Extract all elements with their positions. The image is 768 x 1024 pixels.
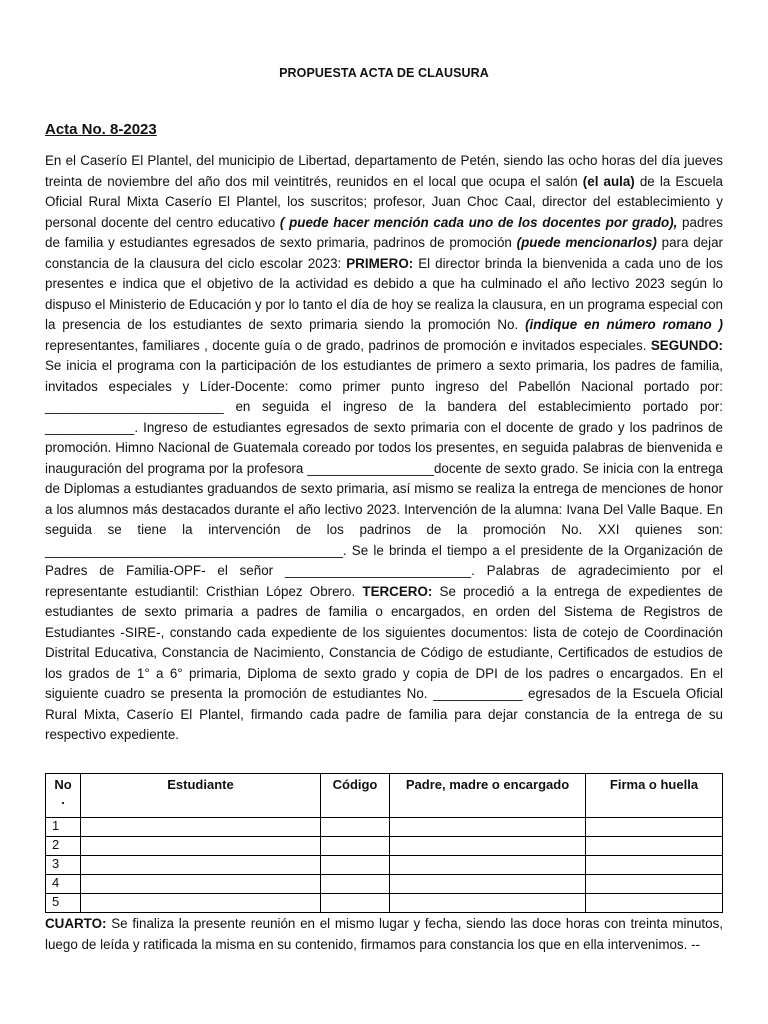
table-row — [46, 837, 723, 856]
cell-codigo — [321, 875, 390, 894]
cell-estudiante — [81, 894, 321, 913]
header-no: No . — [46, 774, 81, 818]
body-text-6: representantes, familiares , docente guía o de grado, padrinos de promoción e invitados especiales. — [45, 337, 651, 353]
cell-firma — [586, 856, 723, 875]
body-text-3: padres de familia y estudiantes egresados de sexto primaria, padrinos de promoción — [45, 214, 724, 250]
header-padre: Padre, madre o encargado — [390, 774, 586, 818]
header-firma: Firma o huella — [586, 774, 723, 818]
cell-estudiante — [81, 856, 321, 875]
cell-estudiante — [81, 837, 321, 856]
acta-body — [45, 151, 723, 746]
cell-codigo — [321, 894, 390, 913]
row-number: 3 — [46, 856, 81, 875]
section-cuarto: CUARTO: — [45, 916, 107, 931]
cell-padre — [390, 875, 586, 894]
student-table — [45, 773, 723, 913]
table-row — [46, 875, 723, 894]
cell-codigo — [321, 856, 390, 875]
table-header-row — [46, 774, 723, 818]
cell-padre — [390, 856, 586, 875]
cell-firma — [586, 894, 723, 913]
header-estudiante: Estudiante — [81, 774, 321, 818]
body-note-romano: (indique en número romano ) — [525, 317, 723, 332]
section-primero: PRIMERO: — [346, 255, 414, 271]
acta-number: Acta No. 8-2023 — [45, 121, 157, 138]
cell-firma — [586, 818, 723, 837]
cell-estudiante — [81, 818, 321, 837]
cell-padre — [390, 894, 586, 913]
cell-firma — [586, 875, 723, 894]
closing-section — [45, 914, 723, 955]
closing-text: Se finaliza la presente reunión en el mismo lugar y fecha, siendo las doce horas con treinta minutos, luego de leída y ratificada la misma en su contenido, firmamos para constancia los que en ella intervenimos. -- — [45, 916, 723, 952]
body-text-7: Se inicia el programa con la participación de los estudiantes de primero a sexto primaria, los padres de familia, invitados especiales y Líder-Docente: como primer punto ingreso del Pabellón Nacional portado por: ________________________ en seguida el ingreso de la bandera del establecimiento portado por: ____________. Ingreso de estudiantes egresados de sexto primaria con el docente de grado y los padrinos de promoción. Himno Nacional de Guatemala coreado por todos los presentes, en seguida palabras de bienvenida e inauguración del programa por la profesora _________________docente de sexto grado. Se inicia con la entrega de Diplomas a estudiantes graduandos de sexto primaria, así mismo se realiza la entrega de menciones de honor a los alumnos más destacados durante el año lectivo 2023. Intervención de la alumna: Ivana Del Valle Baque. En seguida se tiene la intervención de los padrinos de la promoción No. XXI quienes son: ________________________________________. Se le brinda el tiempo a el presidente de la Organización de Padres de Familia-OPF- el señor _________________________. Palabras de agradecimiento por el representante estudiantil: Cristhian López Obrero. — [45, 358, 723, 599]
document-title: PROPUESTA ACTA DE CLAUSURA — [279, 66, 489, 80]
closing-paragraph — [45, 914, 723, 955]
body-text-4: para dejar constancia de la clausura del ciclo escolar 2023: — [45, 235, 723, 271]
row-number: 1 — [46, 818, 81, 837]
section-tercero: TERCERO: — [362, 583, 433, 599]
table-row — [46, 818, 723, 837]
body-text-8: Se procedió a la entrega de expedientes de estudiantes de sexto primaria a padres de familia o encargados, en orden del Sistema de Registros de Estudiantes -SIRE-, constando cada expediente de los siguientes documentos: lista de cotejo de Coordinación Distrital Educativa, Constancia de Nacimiento, Constancia de Código de estudiante, Certificados de estudios de los grados de 1° a 6° primaria, Diploma de sexto grado y copia de DPI de los padres o encargados. En el siguiente cuadro se presenta la promoción de estudiantes No. ____________ egresados de la Escuela Oficial Rural Mixta, Caserío El Plantel, firmando cada padre de familia para dejar constancia de la entrega de su respectivo expediente. — [45, 583, 723, 742]
body-text-1: En el Caserío El Plantel, del municipio de Libertad, departamento de Petén, siendo las ocho horas del día jueves treinta de noviembre del año dos mil veintitrés, reunidos en el local que ocupa el salón — [45, 153, 723, 189]
body-text-2: de la Escuela Oficial Rural Mixta Caserío El Plantel, los suscritos; profesor, Juan Choc Caal, director del establecimiento y personal docente del centro educativo — [45, 173, 723, 230]
row-number: 5 — [46, 894, 81, 913]
cell-firma — [586, 837, 723, 856]
table-row — [46, 894, 723, 913]
header-codigo: Código — [321, 774, 390, 818]
row-number: 2 — [46, 837, 81, 856]
cell-padre — [390, 837, 586, 856]
row-number: 4 — [46, 875, 81, 894]
acta-paragraph — [45, 151, 723, 746]
body-note-padrinos: (puede mencionarlos) — [516, 235, 657, 250]
section-segundo: SEGUNDO: — [650, 337, 723, 353]
cell-codigo — [321, 818, 390, 837]
table-row — [46, 856, 723, 875]
body-bold-aula: (el aula) — [582, 173, 635, 189]
body-text-5: El director brinda la bienvenida a cada uno de los presentes e indica que el objetivo de la actividad es debido a que ha culminado el año lectivo 2023 según lo dispuso el Ministerio de Educación y por lo tanto el día de hoy se realiza la clausura, en un programa especial con la presencia de los estudiantes de sexto primaria siendo la promoción No. — [45, 255, 723, 332]
cell-codigo — [321, 837, 390, 856]
body-note-docentes: ( puede hacer mención cada uno de los docentes por grado), — [279, 214, 678, 230]
cell-estudiante — [81, 875, 321, 894]
cell-padre — [390, 818, 586, 837]
